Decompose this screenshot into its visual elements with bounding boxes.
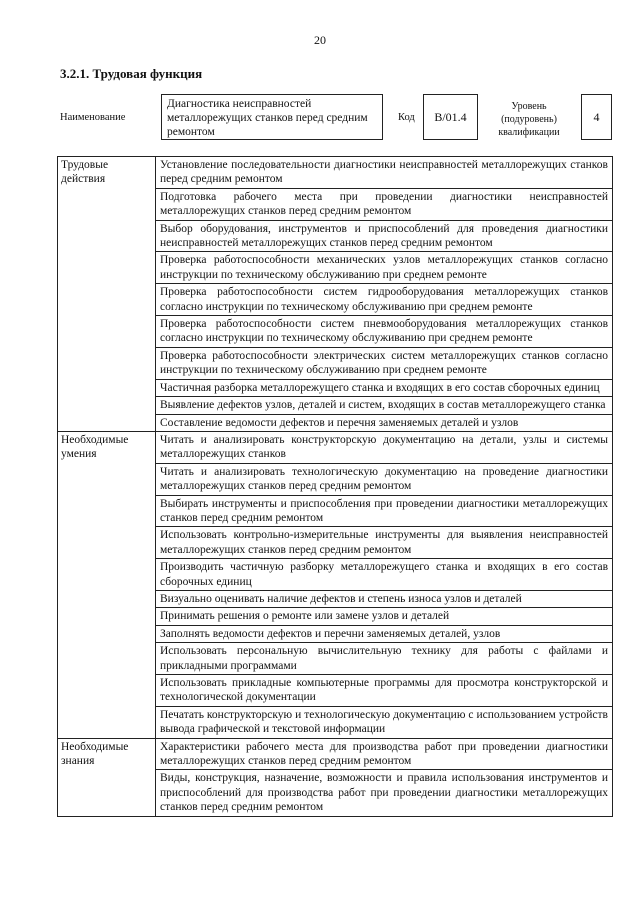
page-number: 20 [314, 33, 326, 47]
table-cell: Выбирать инструменты и приспособления при проведении диагностики металлорежущих станков перед средним ремонтом [156, 495, 613, 527]
function-code-box: B/01.4 [423, 94, 478, 140]
table-cell: Проверка работоспособности систем пневмооборудования металлорежущих станков согласно инструкции по техническому обслуживанию при среднем ремонте [156, 316, 613, 348]
table-cell: Подготовка рабочего места при проведении диагностики неисправностей металлорежущих станков перед средним ремонтом [156, 188, 613, 220]
page-title: 3.2.1. Трудовая функция [60, 66, 203, 81]
table-cell: Выбор оборудования, инструментов и приспособлений для проведения диагностики неисправностей металлорежущих станков перед средним ремонтом [156, 220, 613, 252]
section-title: Необходимые умения [58, 431, 156, 738]
table-cell: Виды, конструкция, назначение, возможности и правила использования инструментов и приспособлений для производства работ при проведении диагностики металлорежущих станков перед средним ремонтом [156, 770, 613, 816]
table-row [58, 738, 613, 770]
table-cell: Печатать конструкторскую и технологическую документацию с использованием устройств вывода графической и текстовой информации [156, 706, 613, 738]
table-cell: Использовать персональную вычислительную технику для работы с файлами и прикладными программами [156, 643, 613, 675]
labor-function-table [57, 156, 613, 817]
table-cell: Установление последовательности диагностики неисправностей металлорежущих станков перед средним ремонтом [156, 157, 613, 189]
table-cell: Проверка работоспособности механических узлов металлорежущих станков согласно инструкции по техническому обслуживанию при среднем ремонте [156, 252, 613, 284]
code-label: Код [398, 112, 415, 123]
table-cell: Использовать контрольно-измерительные инструменты для выявления неисправностей металлорежущих станков перед средним ремонтом [156, 527, 613, 559]
qualification-level-box: 4 [581, 94, 612, 140]
table-cell: Проверка работоспособности систем гидрооборудования металлорежущих станков согласно инструкции по техническому обслуживанию при среднем ремонте [156, 284, 613, 316]
qualification-level-label: Уровень (подуровень) квалификации [498, 101, 560, 138]
table-cell: Читать и анализировать технологическую документацию на проведение диагностики металлорежущих станков перед средним ремонтом [156, 463, 613, 495]
table-cell: Использовать прикладные компьютерные программы для просмотра конструкторской и технологической документации [156, 675, 613, 707]
function-name-box: Диагностика неисправностей металлорежущих станков перед средним ремонтом [161, 94, 383, 140]
table-cell: Составление ведомости дефектов и перечня заменяемых деталей и узлов [156, 414, 613, 431]
table-cell: Частичная разборка металлорежущего станка и входящих в его состав сборочных единиц [156, 379, 613, 396]
name-label: Наименование [60, 112, 126, 123]
table-cell: Выявление дефектов узлов, деталей и систем, входящих в состав металлорежущего станка [156, 397, 613, 414]
table-cell: Характеристики рабочего места для производства работ при проведении диагностики металлорежущих станков перед средним ремонтом [156, 738, 613, 770]
table-cell: Визуально оценивать наличие дефектов и степень износа узлов и деталей [156, 590, 613, 607]
table-cell: Читать и анализировать конструкторскую документацию на детали, узлы и системы металлорежущих станков [156, 431, 613, 463]
table-row [58, 431, 613, 463]
table-cell: Принимать решения о ремонте или замене узлов и деталей [156, 608, 613, 625]
section-title: Трудовые действия [58, 157, 156, 432]
table-cell: Производить частичную разборку металлорежущего станка и входящих в его состав сборочных единиц [156, 559, 613, 591]
table-cell: Заполнять ведомости дефектов и перечни заменяемых деталей, узлов [156, 625, 613, 642]
table-row [58, 157, 613, 189]
section-title: Необходимые знания [58, 738, 156, 816]
table-cell: Проверка работоспособности электрических систем металлорежущих станков согласно инструкции по техническому обслуживанию при среднем ремонте [156, 347, 613, 379]
